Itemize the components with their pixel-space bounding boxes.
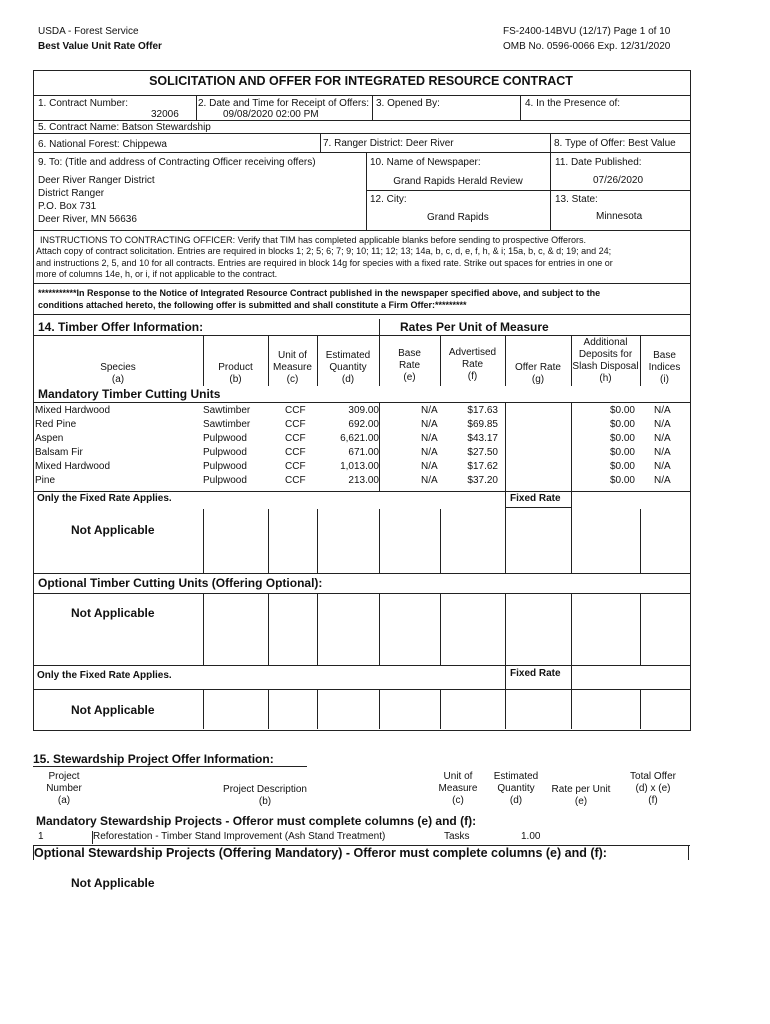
deposit: $0.00 [609, 405, 635, 416]
col-header-line: Total Offer [630, 771, 676, 782]
species: Pine [35, 475, 56, 486]
date-published: 07/26/2020 [593, 175, 644, 186]
col-header-line: (h) [599, 373, 612, 384]
base-rate: N/A [421, 419, 438, 430]
indices: N/A [654, 419, 671, 430]
date-published-label: 11. Date Published: [555, 157, 642, 168]
not-applicable-3: Not Applicable [71, 703, 155, 717]
opened-by-label: 3. Opened By: [376, 98, 440, 109]
species: Mixed Hardwood [35, 461, 111, 472]
col-header-line: Product [218, 362, 253, 373]
contract-number-label: 1. Contract Number: [38, 98, 129, 109]
contract-number: 32006 [151, 109, 179, 120]
date-time-label: 2. Date and Time for Receipt of Offers: [198, 98, 370, 109]
col-header-line: Estimated [493, 771, 539, 782]
indices: N/A [654, 461, 671, 472]
col-header-line: Number [46, 783, 82, 794]
table-row [33, 461, 690, 475]
species: Balsam Fir [35, 447, 83, 458]
national-forest: 6. National Forest: Chippewa [38, 139, 167, 150]
product: Sawtimber [203, 405, 251, 416]
col-header-line: (a) [57, 795, 71, 806]
advertised-rate: $37.20 [467, 475, 498, 486]
stew-col-description [200, 784, 330, 808]
stew-col-quantity [488, 771, 544, 807]
contract-name: 5. Contract Name: Batson Stewardship [38, 122, 211, 133]
deposit: $0.00 [609, 419, 635, 430]
project-description: Reforestation - Timber Stand Improvement (Ash Stand Treatment) [93, 831, 386, 842]
col-header-line: Rate [398, 360, 421, 371]
timber-section-title: 14. Timber Offer Information: [38, 320, 204, 334]
col-header-line: Quantity [329, 362, 367, 373]
col-header-line: Rate per Unit [551, 784, 611, 795]
instructions-line: Attach copy of contract solicitation. Entries are required in blocks 1; 2; 5; 6; 7; 9; 10; 11; 12; 13; 14a, b, c, d, e, f, h, & i; 15a, b, c, & d; 19; and 24; [36, 246, 612, 257]
col-header-line: Unit of [278, 350, 307, 361]
fixed-rate-label-2: Fixed Rate [510, 668, 561, 679]
presence-label: 4. In the Presence of: [525, 98, 621, 109]
mandatory-stewardship-label: Mandatory Stewardship Projects - Offeror must complete columns (e) and (f): [36, 814, 477, 828]
quantity: 1,013.00 [340, 461, 379, 472]
advertised-rate: $17.63 [467, 405, 498, 416]
form-title: Best Value Unit Rate Offer [38, 41, 162, 52]
species: Red Pine [35, 419, 77, 430]
col-header-line: (d) [509, 795, 523, 806]
col-header-species [33, 362, 203, 386]
rates-title: Rates Per Unit of Measure [400, 320, 549, 334]
stew-col-unit [430, 771, 486, 807]
stew-col-number [33, 771, 95, 807]
col-header-unit [268, 350, 317, 386]
col-header-product [203, 362, 268, 386]
quantity: 213.00 [348, 475, 379, 486]
product: Sawtimber [203, 419, 251, 430]
species: Mixed Hardwood [35, 405, 111, 416]
col-header-line: (c) [452, 795, 464, 806]
unit: CCF [285, 405, 306, 416]
newspaper-label: 10. Name of Newspaper: [370, 157, 481, 168]
agency-name: USDA - Forest Service [38, 26, 139, 37]
unit: CCF [285, 433, 306, 444]
col-header-line: Deposits for [578, 349, 633, 360]
advertised-rate: $69.85 [467, 419, 498, 430]
col-header-line: (f) [467, 371, 478, 382]
deposit: $0.00 [609, 433, 635, 444]
fixed-rate-applies-1: Only the Fixed Rate Applies. [37, 493, 172, 504]
stew-col-rate [546, 784, 616, 808]
project-number: 1 [38, 831, 44, 842]
species: Aspen [35, 433, 64, 444]
fixed-rate-applies-2: Only the Fixed Rate Applies. [37, 670, 172, 681]
stew-col-total [618, 771, 688, 807]
address-line: Deer River, MN 56636 [38, 214, 137, 225]
base-rate: N/A [421, 447, 438, 458]
col-header-line: Indices [648, 362, 681, 373]
product: Pulpwood [203, 461, 247, 472]
instructions-line: INSTRUCTIONS TO CONTRACTING OFFICER: Verify that TIM has completed applicable blanks before sending to prospective Offerors. [40, 235, 587, 245]
col-header-line: Additional [583, 337, 628, 348]
deposit: $0.00 [609, 447, 635, 458]
response-line: conditions attached hereto, the following offer is submitted and shall constitute a Firm Offer:********* [38, 300, 467, 310]
instructions-line: and instructions 2, 5, and 10 for all contracts. Entries are required in block 14g for species with a fixed rate. Strike out spaces for entries in one or [36, 257, 613, 268]
table-row [33, 447, 690, 461]
col-header-offer-rate [505, 362, 571, 386]
quantity: 6,621.00 [340, 433, 379, 444]
fixed-rate-label-1: Fixed Rate [510, 493, 561, 504]
main-title: SOLICITATION AND OFFER FOR INTEGRATED RESOURCE CONTRACT [149, 74, 573, 88]
indices: N/A [654, 405, 671, 416]
col-header-line: (c) [286, 374, 299, 385]
table-row [33, 405, 690, 419]
unit: CCF [285, 447, 306, 458]
col-header-line: Measure [438, 783, 478, 794]
col-header-line: (a) [111, 374, 125, 385]
project-unit: Tasks [444, 831, 470, 842]
not-applicable-1: Not Applicable [71, 523, 155, 537]
state-label: 13. State: [555, 194, 598, 205]
indices: N/A [654, 433, 671, 444]
col-header-line: (b) [258, 796, 272, 807]
col-header-line: Advertised [448, 347, 497, 358]
col-header-line: (b) [229, 374, 242, 385]
col-header-line: Rate [461, 359, 484, 370]
quantity: 309.00 [348, 405, 379, 416]
col-header-line: Unit of [443, 771, 473, 782]
address-block [38, 174, 155, 226]
instructions-line: more of columns 14e, h, or i, if not applicable to the contract. [36, 268, 278, 279]
quantity: 671.00 [348, 447, 379, 458]
instructions [36, 235, 613, 280]
address-line: District Ranger [38, 188, 105, 199]
base-rate: N/A [421, 433, 438, 444]
unit: CCF [285, 475, 306, 486]
response-text [38, 287, 600, 311]
indices: N/A [654, 475, 671, 486]
col-header-line: (e) [403, 372, 416, 383]
advertised-rate: $43.17 [467, 433, 498, 444]
unit: CCF [285, 461, 306, 472]
product: Pulpwood [203, 447, 247, 458]
deposit: $0.00 [609, 475, 635, 486]
product: Pulpwood [203, 433, 247, 444]
col-header-base-rate [379, 348, 440, 384]
to-label: 9. To: (Title and address of Contracting Officer receiving offers) [38, 157, 316, 168]
col-header-line: (g) [531, 374, 545, 385]
base-rate: N/A [421, 405, 438, 416]
col-header-line: (d) x (e) [635, 783, 671, 794]
col-header-line: Base [398, 348, 421, 359]
table-row [33, 419, 690, 433]
state-value: Minnesota [596, 211, 643, 222]
omb-number: OMB No. 0596-0066 Exp. 12/31/2020 [503, 41, 671, 52]
col-header-line: Slash Disposal [572, 361, 639, 372]
project-quantity: 1.00 [521, 831, 541, 842]
deposit: $0.00 [609, 461, 635, 472]
city-label: 12. City: [370, 194, 407, 205]
col-header-line: (d) [341, 374, 355, 385]
table-row [33, 475, 690, 489]
col-header-deposits [571, 337, 640, 385]
advertised-rate: $27.50 [467, 447, 498, 458]
newspaper-name: Grand Rapids Herald Review [393, 176, 523, 187]
address-line: Deer River Ranger District [38, 175, 155, 186]
offer-type: 8. Type of Offer: Best Value [554, 138, 676, 149]
col-header-line: Species [100, 362, 136, 373]
optional-timber-label: Optional Timber Cutting Units (Offering Optional): [38, 576, 323, 590]
stewardship-section-title: 15. Stewardship Project Offer Information: [33, 752, 274, 766]
col-header-line: (f) [648, 795, 658, 806]
mandatory-timber-label: Mandatory Timber Cutting Units [38, 387, 221, 401]
col-header-line: Measure [273, 362, 312, 373]
col-header-quantity [317, 350, 379, 386]
ranger-district: 7. Ranger District: Deer River [323, 138, 454, 149]
base-rate: N/A [421, 475, 438, 486]
not-applicable-4: Not Applicable [71, 876, 155, 890]
col-header-line: Base [653, 350, 676, 361]
form-number: FS-2400-14BVU (12/17) Page 1 of 10 [503, 26, 671, 37]
col-header-line: Project Description [223, 784, 307, 795]
unit: CCF [285, 419, 306, 430]
col-header-line: Project [48, 771, 80, 782]
table-row [33, 831, 690, 845]
col-header-advertised-rate [440, 347, 505, 383]
advertised-rate: $17.62 [467, 461, 498, 472]
col-header-line: Quantity [497, 783, 535, 794]
product: Pulpwood [203, 475, 247, 486]
col-header-indices [640, 350, 689, 386]
base-rate: N/A [421, 461, 438, 472]
optional-stewardship-label: Optional Stewardship Projects (Offering Mandatory) - Offeror must complete columns (e) and (f): [34, 846, 607, 860]
city-value: Grand Rapids [427, 212, 489, 223]
quantity: 692.00 [348, 419, 379, 430]
address-line: P.O. Box 731 [38, 201, 97, 212]
timber-rows [33, 405, 690, 491]
col-header-line: Offer Rate [515, 362, 561, 373]
col-header-line: (e) [574, 796, 588, 807]
date-time-value: 09/08/2020 02:00 PM [223, 109, 319, 120]
response-line: ***********In Response to the Notice of Integrated Resource Contract published in the newspaper specified above, and subject to the [38, 288, 601, 298]
indices: N/A [654, 447, 671, 458]
not-applicable-2: Not Applicable [71, 606, 155, 620]
col-header-line: Estimated [325, 350, 371, 361]
table-row [33, 433, 690, 447]
col-header-line: (i) [660, 374, 669, 385]
